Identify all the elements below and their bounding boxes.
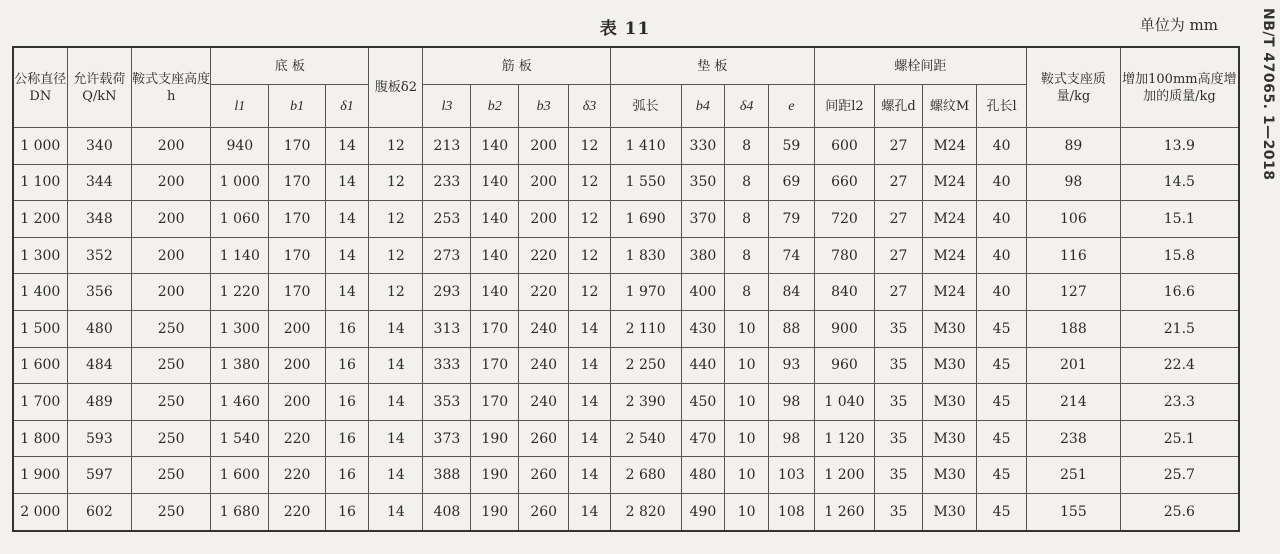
table-cell: 12 [569, 237, 611, 274]
table-cell: 273 [423, 237, 471, 274]
table-row [13, 237, 1239, 274]
table-cell: 10 [725, 493, 769, 530]
table-cell: 1 000 [13, 128, 67, 165]
table-cell: 1 300 [211, 310, 269, 347]
table-cell: 45 [977, 310, 1027, 347]
table-cell: 103 [768, 457, 814, 494]
table-cell: 200 [519, 201, 569, 238]
header-mass: 鞍式支座质量/kg [1027, 47, 1121, 128]
header-pad-b4: b4 [681, 85, 725, 128]
table-cell: 1 220 [211, 274, 269, 311]
table-cell: 25.1 [1120, 420, 1239, 457]
table-cell: 380 [681, 237, 725, 274]
table-row [13, 347, 1239, 384]
table-cell: 13.9 [1120, 128, 1239, 165]
table-cell: 200 [519, 164, 569, 201]
table-cell: 14 [569, 493, 611, 530]
table-cell: 1 700 [13, 384, 67, 421]
table-cell: 190 [471, 493, 519, 530]
table-cell: 170 [269, 164, 325, 201]
table-cell: 1 600 [211, 457, 269, 494]
standard-number: NB/T 47065. 1—2018 [1260, 8, 1276, 181]
table-cell: 480 [681, 457, 725, 494]
table-cell: 170 [471, 384, 519, 421]
table-cell: 352 [67, 237, 132, 274]
table-cell: 12 [569, 201, 611, 238]
table-cell: 40 [977, 237, 1027, 274]
table-cell: 1 970 [610, 274, 681, 311]
table-cell: 98 [768, 420, 814, 457]
table-cell: M24 [922, 274, 976, 311]
table-cell: 250 [132, 384, 211, 421]
table-cell: 1 600 [13, 347, 67, 384]
table-cell: 16 [325, 347, 369, 384]
table-cell: 14 [369, 493, 423, 530]
table-cell: 2 820 [610, 493, 681, 530]
table-cell: 260 [519, 457, 569, 494]
table-cell: 27 [875, 274, 923, 311]
table-cell: 220 [519, 274, 569, 311]
table-caption: 表 11 [599, 19, 651, 39]
table-cell: 27 [875, 237, 923, 274]
table-cell: 140 [471, 164, 519, 201]
table-cell: 25.6 [1120, 493, 1239, 530]
table-cell: 170 [269, 128, 325, 165]
table-cell: 12 [369, 274, 423, 311]
table-cell: 35 [875, 420, 923, 457]
table-cell: 1 000 [211, 164, 269, 201]
header-base-plate: 底 板 [211, 47, 369, 85]
table-cell: 14 [569, 457, 611, 494]
table-cell: 14 [369, 384, 423, 421]
table-cell: 45 [977, 493, 1027, 530]
table-cell: 8 [725, 164, 769, 201]
table-cell: 40 [977, 274, 1027, 311]
table-cell: 1 120 [814, 420, 874, 457]
table-cell: 59 [768, 128, 814, 165]
table-cell: 140 [471, 128, 519, 165]
table-cell: M30 [922, 457, 976, 494]
table-cell: 35 [875, 384, 923, 421]
table-cell: 2 390 [610, 384, 681, 421]
table-cell: 16.6 [1120, 274, 1239, 311]
table-cell: 353 [423, 384, 471, 421]
table-cell: 1 400 [13, 274, 67, 311]
table-cell: 14 [369, 310, 423, 347]
table-cell: 450 [681, 384, 725, 421]
table-cell: 170 [269, 201, 325, 238]
table-cell: 250 [132, 347, 211, 384]
header-base-d1: δ1 [325, 85, 369, 128]
table-cell: 356 [67, 274, 132, 311]
table-cell: 14 [369, 347, 423, 384]
table-cell: 14 [325, 201, 369, 238]
table-cell: 45 [977, 420, 1027, 457]
table-cell: 840 [814, 274, 874, 311]
header-base-b1: b1 [269, 85, 325, 128]
table-cell: 12 [369, 164, 423, 201]
table-body [13, 128, 1239, 531]
table-cell: 313 [423, 310, 471, 347]
table-cell: 1 690 [610, 201, 681, 238]
table-cell: 22.4 [1120, 347, 1239, 384]
table-cell: 1 900 [13, 457, 67, 494]
table-cell: 200 [132, 201, 211, 238]
table-cell: 214 [1027, 384, 1121, 421]
unit-note: 单位为 mm [1139, 16, 1218, 34]
table-row [13, 164, 1239, 201]
header-bolt-len: 孔长l [977, 85, 1027, 128]
table-cell: 1 500 [13, 310, 67, 347]
table-cell: 260 [519, 420, 569, 457]
table-cell: 200 [132, 237, 211, 274]
table-cell: 14.5 [1120, 164, 1239, 201]
table-cell: 489 [67, 384, 132, 421]
table-cell: 14 [325, 128, 369, 165]
table-cell: 1 300 [13, 237, 67, 274]
table-row [13, 274, 1239, 311]
table-cell: 470 [681, 420, 725, 457]
table-cell: 15.8 [1120, 237, 1239, 274]
table-cell: 98 [768, 384, 814, 421]
table-cell: 170 [471, 347, 519, 384]
table-cell: 79 [768, 201, 814, 238]
table-cell: 350 [681, 164, 725, 201]
table-cell: 220 [519, 237, 569, 274]
table-cell: 240 [519, 310, 569, 347]
table-cell: 170 [269, 274, 325, 311]
table-cell: 93 [768, 347, 814, 384]
table-cell: 200 [519, 128, 569, 165]
table-cell: 14 [325, 164, 369, 201]
table-cell: 108 [768, 493, 814, 530]
table-cell: 253 [423, 201, 471, 238]
table-cell: 84 [768, 274, 814, 311]
table-cell: 240 [519, 384, 569, 421]
table-cell: 720 [814, 201, 874, 238]
table-cell: 2 110 [610, 310, 681, 347]
table-cell: 1 680 [211, 493, 269, 530]
table-cell: 344 [67, 164, 132, 201]
table-cell: 10 [725, 384, 769, 421]
table-cell: 35 [875, 457, 923, 494]
table-cell: 98 [1027, 164, 1121, 201]
table-cell: 190 [471, 457, 519, 494]
table-cell: 250 [132, 420, 211, 457]
table-cell: 45 [977, 457, 1027, 494]
table-row [13, 310, 1239, 347]
table-cell: 1 040 [814, 384, 874, 421]
table-cell: 140 [471, 237, 519, 274]
table-cell: 16 [325, 420, 369, 457]
table-cell: M30 [922, 310, 976, 347]
table-cell: 15.1 [1120, 201, 1239, 238]
table-cell: 45 [977, 384, 1027, 421]
table-cell: 74 [768, 237, 814, 274]
table-cell: 1 200 [814, 457, 874, 494]
table-cell: 440 [681, 347, 725, 384]
table-cell: 960 [814, 347, 874, 384]
table-cell: 12 [569, 164, 611, 201]
table-cell: 12 [569, 128, 611, 165]
table-cell: 233 [423, 164, 471, 201]
table-cell: 16 [325, 384, 369, 421]
table-cell: 12 [369, 201, 423, 238]
table-cell: 200 [269, 310, 325, 347]
table-cell: 170 [471, 310, 519, 347]
table-cell: 333 [423, 347, 471, 384]
table-cell: 10 [725, 420, 769, 457]
table-cell: 127 [1027, 274, 1121, 311]
table-cell: 1 200 [13, 201, 67, 238]
table-cell: 602 [67, 493, 132, 530]
table-cell: 330 [681, 128, 725, 165]
table-cell: 370 [681, 201, 725, 238]
table-cell: 200 [132, 128, 211, 165]
table-cell: 408 [423, 493, 471, 530]
header-base-l1: l1 [211, 85, 269, 128]
header-bolt-spacing: 螺栓间距 [814, 47, 1026, 85]
table-cell: 220 [269, 420, 325, 457]
table-cell: 140 [471, 274, 519, 311]
table-cell: 35 [875, 347, 923, 384]
table-cell: 14 [325, 237, 369, 274]
table-cell: 240 [519, 347, 569, 384]
table-cell: 1 140 [211, 237, 269, 274]
table-cell: 35 [875, 310, 923, 347]
table-cell: M30 [922, 347, 976, 384]
table-cell: 260 [519, 493, 569, 530]
table-cell: 8 [725, 237, 769, 274]
table-cell: 27 [875, 128, 923, 165]
table-cell: 14 [369, 420, 423, 457]
table-cell: 190 [471, 420, 519, 457]
table-cell: 14 [325, 274, 369, 311]
table-cell: 14 [569, 347, 611, 384]
table-cell: 1 060 [211, 201, 269, 238]
table-cell: 340 [67, 128, 132, 165]
table-cell: 8 [725, 274, 769, 311]
table-cell: 88 [768, 310, 814, 347]
table-cell: 1 100 [13, 164, 67, 201]
header-bolt-m: 螺纹M [922, 85, 976, 128]
table-cell: 155 [1027, 493, 1121, 530]
table-cell: 900 [814, 310, 874, 347]
table-cell: 27 [875, 201, 923, 238]
table-cell: M30 [922, 420, 976, 457]
header-bolt-d: 螺孔d [875, 85, 923, 128]
table-row [13, 201, 1239, 238]
table-cell: 200 [132, 274, 211, 311]
table-cell: 140 [471, 201, 519, 238]
table-cell: 170 [269, 237, 325, 274]
table-cell: 597 [67, 457, 132, 494]
table-cell: 400 [681, 274, 725, 311]
header-rib-b3: b3 [519, 85, 569, 128]
table-cell: 600 [814, 128, 874, 165]
table-cell: 8 [725, 201, 769, 238]
header-pad-arc: 弧长 [610, 85, 681, 128]
table-cell: 16 [325, 493, 369, 530]
table-cell: 14 [569, 310, 611, 347]
table-cell: 490 [681, 493, 725, 530]
header-pad-e: e [768, 85, 814, 128]
table-cell: 16 [325, 457, 369, 494]
table-cell: 2 680 [610, 457, 681, 494]
table-cell: 8 [725, 128, 769, 165]
table-cell: 1 800 [13, 420, 67, 457]
table-cell: 250 [132, 310, 211, 347]
header-pad-plate: 垫 板 [610, 47, 814, 85]
table-cell: 238 [1027, 420, 1121, 457]
header-bolt-l2: 间距l2 [814, 85, 874, 128]
table-cell: 220 [269, 493, 325, 530]
table-cell: 12 [569, 274, 611, 311]
table-cell: 69 [768, 164, 814, 201]
table-cell: 1 260 [814, 493, 874, 530]
table-cell: M24 [922, 128, 976, 165]
header-load: 允许载荷Q/kN [67, 47, 132, 128]
table-row [13, 420, 1239, 457]
table-cell: 201 [1027, 347, 1121, 384]
table-cell: 200 [269, 347, 325, 384]
table-cell: 14 [369, 457, 423, 494]
table-cell: 10 [725, 457, 769, 494]
table-cell: 16 [325, 310, 369, 347]
table-cell: 660 [814, 164, 874, 201]
table-cell: 12 [369, 128, 423, 165]
table-cell: 2 000 [13, 493, 67, 530]
table-cell: 1 540 [211, 420, 269, 457]
table-cell: 40 [977, 201, 1027, 238]
header-dn: 公称直径DN [13, 47, 67, 128]
table-cell: 106 [1027, 201, 1121, 238]
table-cell: 2 540 [610, 420, 681, 457]
table-cell: 21.5 [1120, 310, 1239, 347]
saddle-support-table [12, 46, 1240, 532]
header-height: 鞍式支座高度h [132, 47, 211, 128]
table-cell: 250 [132, 457, 211, 494]
table-cell: 14 [569, 420, 611, 457]
table-cell: 27 [875, 164, 923, 201]
header-mass-increase: 增加100mm高度增加的质量/kg [1120, 47, 1239, 128]
table-cell: 348 [67, 201, 132, 238]
table-cell: 1 460 [211, 384, 269, 421]
table-cell: 188 [1027, 310, 1121, 347]
table-cell: 593 [67, 420, 132, 457]
table-cell: 10 [725, 347, 769, 384]
table-row [13, 128, 1239, 165]
table-cell: 388 [423, 457, 471, 494]
header-rib-plate: 筋 板 [423, 47, 610, 85]
table-cell: 250 [132, 493, 211, 530]
table-cell: 220 [269, 457, 325, 494]
table-cell: M24 [922, 237, 976, 274]
table-row [13, 457, 1239, 494]
table-cell: M30 [922, 384, 976, 421]
table-cell: 116 [1027, 237, 1121, 274]
table-cell: 1 550 [610, 164, 681, 201]
table-cell: 293 [423, 274, 471, 311]
table-cell: 45 [977, 347, 1027, 384]
table-cell: 1 830 [610, 237, 681, 274]
header-rib-d3: δ3 [569, 85, 611, 128]
header-pad-d4: δ4 [725, 85, 769, 128]
table-cell: 40 [977, 164, 1027, 201]
table-cell: M30 [922, 493, 976, 530]
table-cell: 2 250 [610, 347, 681, 384]
table-cell: 213 [423, 128, 471, 165]
table-cell: 89 [1027, 128, 1121, 165]
table-cell: 14 [569, 384, 611, 421]
table-cell: 23.3 [1120, 384, 1239, 421]
table-row [13, 493, 1239, 530]
table-cell: 251 [1027, 457, 1121, 494]
header-rib-l3: l3 [423, 85, 471, 128]
table-cell: 35 [875, 493, 923, 530]
header-web-plate: 腹板δ2 [369, 47, 423, 128]
table-cell: M24 [922, 164, 976, 201]
table-cell: 430 [681, 310, 725, 347]
table-cell: 1 410 [610, 128, 681, 165]
table-cell: 1 380 [211, 347, 269, 384]
table-cell: 40 [977, 128, 1027, 165]
table-cell: 484 [67, 347, 132, 384]
table-cell: M24 [922, 201, 976, 238]
table-cell: 940 [211, 128, 269, 165]
table-cell: 780 [814, 237, 874, 274]
table-cell: 25.7 [1120, 457, 1239, 494]
table-cell: 200 [132, 164, 211, 201]
header-rib-b2: b2 [471, 85, 519, 128]
table-cell: 480 [67, 310, 132, 347]
table-cell: 200 [269, 384, 325, 421]
table-row [13, 384, 1239, 421]
table-cell: 10 [725, 310, 769, 347]
table-cell: 12 [369, 237, 423, 274]
table-cell: 373 [423, 420, 471, 457]
